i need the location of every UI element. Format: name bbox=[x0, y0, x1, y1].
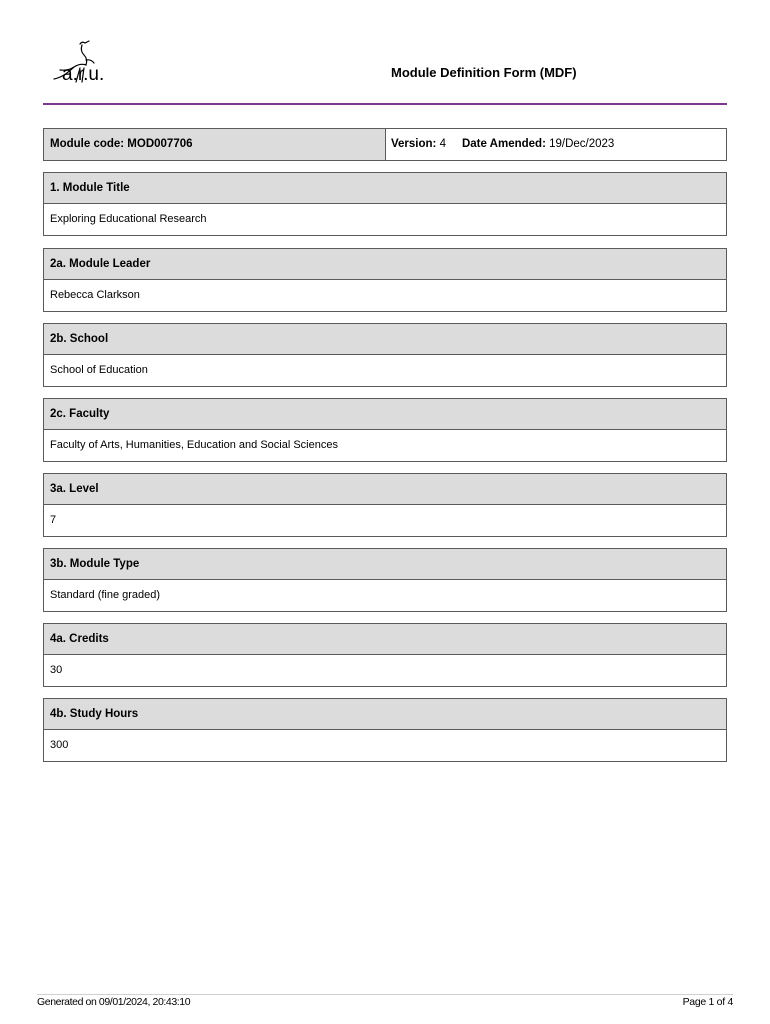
module-code: Module code: MOD007706 bbox=[44, 129, 386, 160]
section-module-type bbox=[43, 548, 727, 612]
section-value: 7 bbox=[50, 514, 57, 526]
document-title: Module Definition Form (MDF) bbox=[391, 65, 577, 80]
section-value: Exploring Educational Research bbox=[50, 213, 207, 225]
version-info bbox=[386, 129, 726, 160]
date-amended-value: 19/Dec/2023 bbox=[549, 138, 615, 150]
section-heading: 4b. Study Hours bbox=[44, 699, 726, 730]
section-value: Rebecca Clarkson bbox=[50, 289, 140, 301]
module-code-row bbox=[43, 128, 727, 161]
section-value: 30 bbox=[50, 664, 63, 676]
section-module-title bbox=[43, 172, 727, 236]
section-value: School of Education bbox=[50, 364, 148, 376]
generated-timestamp: Generated on 09/01/2024, 20:43:10 bbox=[37, 996, 191, 1008]
section-heading: 2c. Faculty bbox=[44, 399, 726, 430]
section-study-hours bbox=[43, 698, 727, 762]
version-value: 4 bbox=[439, 138, 446, 150]
header-divider bbox=[43, 103, 727, 105]
section-value: Standard (fine graded) bbox=[50, 589, 161, 601]
section-heading: 3b. Module Type bbox=[44, 549, 726, 580]
version-label: Version: bbox=[391, 138, 437, 150]
section-school bbox=[43, 323, 727, 387]
footer-divider bbox=[37, 994, 733, 995]
page-number: Page 1 of 4 bbox=[682, 996, 733, 1008]
section-heading: 3a. Level bbox=[44, 474, 726, 505]
section-value: Faculty of Arts, Humanities, Education and Social Sciences bbox=[50, 439, 338, 451]
section-value: 300 bbox=[50, 739, 69, 751]
section-heading: 1. Module Title bbox=[44, 173, 726, 204]
section-heading: 2a. Module Leader bbox=[44, 249, 726, 280]
section-module-leader bbox=[43, 248, 727, 312]
section-credits bbox=[43, 623, 727, 687]
section-faculty bbox=[43, 398, 727, 462]
section-level bbox=[43, 473, 727, 537]
section-heading: 2b. School bbox=[44, 324, 726, 355]
section-heading: 4a. Credits bbox=[44, 624, 726, 655]
date-amended-label: Date Amended: bbox=[461, 138, 546, 150]
aru-wordmark: a.r.u. bbox=[62, 64, 105, 85]
